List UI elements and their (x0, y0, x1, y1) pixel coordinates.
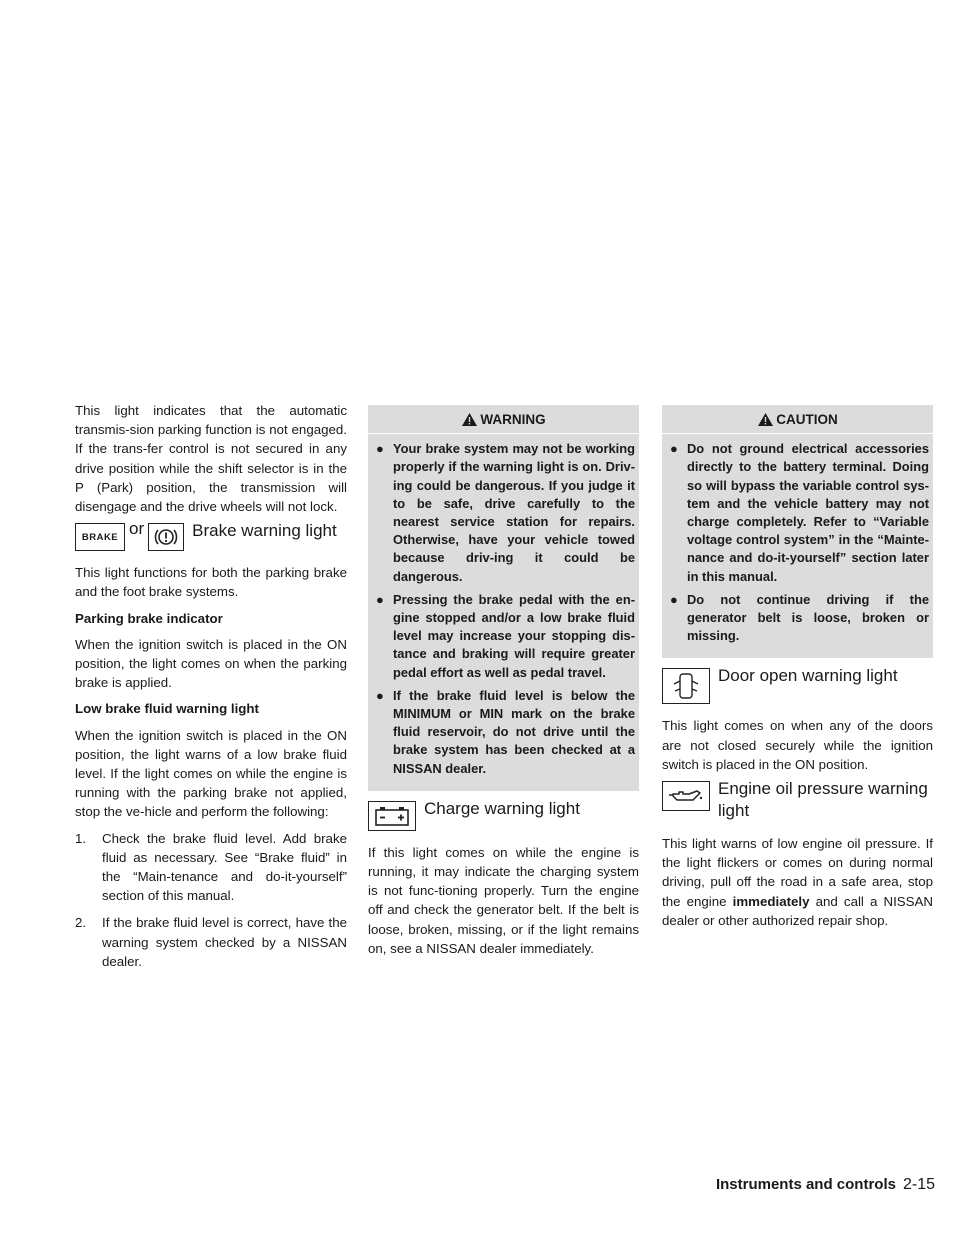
list-item: 1. Check the brake fluid level. Add brake fluid as necessary. See “Brake fluid” in the “Main-tenance and do-it-yourself” section of this manual. (75, 830, 347, 904)
transmission-paragraph: This light indicates that the automatic transmis-sion parking function is not engaged. If the trans-fer control is not secured in any drive position while the shift selector is in the P (Park) position, the transmission will disengage and the drive wheels will not lock. (75, 403, 347, 515)
brake-text-icon: BRAKE (75, 523, 125, 551)
page-footer (716, 1175, 935, 1194)
oil-heading-title: Engine oil pressure warning light (718, 779, 928, 821)
section-title: Instruments and controls (715, 1176, 896, 1193)
low-fluid-subheading: Low brake fluid warning light (75, 701, 259, 717)
caution-triangle-icon (757, 412, 774, 427)
list-item: ● Do not ground electrical accessories directly to the battery terminal. Doing so will bypass the variable control sys-tem and the vehicle battery may not charge completely. Refer to “Variable voltage control system” in the “Mainte-nance and do-it-yourself” section later in this manual. (670, 441, 929, 584)
column-left (75, 401, 347, 979)
brake-description: This light functions for both the parking brake and the foot brake systems. (75, 565, 347, 600)
parking-brake-subheading: Parking brake indicator (75, 610, 223, 626)
page-number: 2-15 (902, 1176, 935, 1193)
battery-icon (368, 801, 416, 831)
brake-warning-heading (75, 519, 347, 551)
car-door-icon (662, 668, 710, 704)
column-right (662, 405, 933, 937)
door-heading-title: Door open warning light (718, 666, 898, 686)
list-item: ● Your brake system may not be working properly if the warning light is on. Driv-ing could be dangerous. If you judge it to be safe, drive carefully to the nearest service station for repairs. Otherwise, have your vehicle towed because driv-ing it could be dangerous. (376, 441, 635, 584)
or-word: or (129, 519, 145, 539)
list-item: ● Do not continue driving if the generator belt is loose, broken or missing. (670, 591, 929, 644)
oil-warning-heading (662, 781, 933, 822)
caution-list (668, 440, 929, 645)
parking-brake-text: When the ignition switch is placed in the ON position, the light comes on when the parking brake is applied. (75, 636, 347, 691)
brake-heading-title: Brake warning light (192, 521, 337, 541)
list-item: ● Pressing the brake pedal with the en-gine stopped and/or a low brake fluid level may increase your stopping dis-tance and braking will require greater pedal effort as well as pedal travel. (376, 591, 635, 680)
oil-can-icon (662, 781, 710, 811)
list-item: ● If the brake fluid level is below the MINIMUM or MIN mark on the brake fluid reservoir, do not drive until the brake system has been checked at a NISSAN dealer. (376, 687, 635, 776)
brake-circle-icon (148, 523, 184, 551)
door-warning-heading (662, 668, 933, 704)
caution-box (662, 405, 933, 658)
door-text: This light comes on when any of the doors are not closed securely while the ignition switch is placed in the ON position. (662, 718, 933, 772)
warning-box (368, 405, 639, 791)
charge-heading-title: Charge warning light (424, 798, 580, 818)
charge-warning-heading (368, 798, 639, 831)
warning-list (374, 440, 635, 778)
low-fluid-text: When the ignition switch is placed in the ON position, the light warns of a low brake fluid level. If the light comes on while the engine is running with the parking brake not applied, stop the ve-hicle and perform the following: (75, 727, 347, 820)
list-item: 2. If the brake fluid level is correct, have the warning system checked by a NISSAN dealer. (75, 915, 347, 969)
column-middle (368, 405, 639, 965)
charge-text: If this light comes on while the engine is running, it may indicate the charging system is not func-tioning properly. Turn the engine off and check the generator belt. If the belt is loose, broken, missing, or if the light remains on, see a NISSAN dealer immediately. (368, 844, 639, 956)
brake-steps-list (75, 829, 347, 971)
caution-header: CAUTION (662, 405, 933, 434)
emphasis-immediately: immediately (732, 893, 810, 909)
oil-text: This light warns of low engine oil pressure. If the light flickers or comes on during normal driving, pull off the road in a safe area, stop the engine immediately and call a NISSAN dealer or other authorized repair shop. (662, 836, 933, 928)
warning-header: WARNING (368, 405, 639, 434)
warning-triangle-icon (461, 412, 478, 427)
